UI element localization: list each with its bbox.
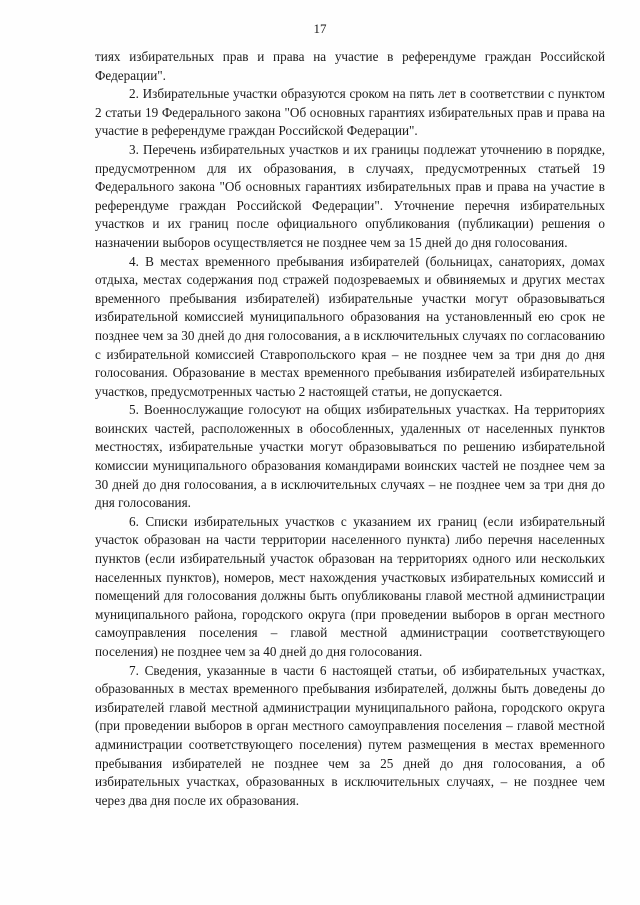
document-body xyxy=(95,48,605,810)
paragraph-5: 5. Военнослужащие голосуют на общих избирательных участках. На территориях воинских частей, расположенных в обособленных, удаленных от населенных пунктов местностях, избирательные участки могут образовываться по решению избирательной комиссии муниципального образования командирами воинских частей не позднее чем за 30 дней до дня голосования, а в исключительных случаях – не позднее чем за три дня до дня голосования. xyxy=(95,402,605,511)
paragraph-continuation: тиях избирательных прав и права на участие в референдуме граждан Российской Федерации". xyxy=(95,49,605,83)
paragraph-2: 2. Избирательные участки образуются сроком на пять лет в соответствии с пунктом 2 статьи 19 Федерального закона "Об основных гарантиях избирательных прав и права на участие в референдуме граждан Российской Федерации". xyxy=(95,86,605,139)
paragraph-6: 6. Списки избирательных участков с указанием их границ (если избирательный участок образован на части территории населенного пункта) либо перечня населенных пунктов (если избирательный участок образован на территориях одного или нескольких населенных пунктов), номеров, мест нахождения участковых избирательных комиссий и помещений для голосования должны быть опубликованы главой местной администрации муниципального района, городского округа (при проведении выборов в орган местного самоуправления поселения – главой местной администрации соответствующего поселения) не позднее чем за 40 дней до дня голосования. xyxy=(95,513,605,659)
paragraph-7: 7. Сведения, указанные в части 6 настоящей статьи, об избирательных участках, образованных в местах временного пребывания избирателей, должны быть доведены до избирателей главой местной администрации муниципального района, городского округа (при проведении выборов в орган местного самоуправления поселения – главой местной администрации соответствующего поселения) путем размещения в местах временного пребывания избирателей не позднее чем за 25 дней до дня голосования, а об избирательных участках, образованных в исключительных случаях, – не позднее чем через два дня после их образования. xyxy=(95,662,605,808)
paragraph-3: 3. Перечень избирательных участков и их границы подлежат уточнению в порядке, предусмотренном для их образования, в случаях, предусмотренных статьей 19 Федерального закона "Об основных гарантиях избирательных прав и права на участие в референдуме граждан Российской Федерации". Уточнение перечня избирательных участков и их границ после официального опубликования (публикации) решения о назначении выборов осуществляется не позднее чем за 15 дней до дня голосования. xyxy=(95,141,605,250)
paragraph-4: 4. В местах временного пребывания избирателей (больницах, санаториях, домах отдыха, местах содержания под стражей подозреваемых и обвиняемых и других местах временного пребывания избирателей) избирательные участки могут образовываться избирательной комиссией муниципального образования на установленный ею срок не позднее чем за 30 дней до дня голосования, а в исключительных случаях по согласованию с избирательной комиссией Ставропольского края – не позднее чем за три дня до дня голосования. Образование в местах временного пребывания избирателей избирательных участков, предусмотренных частью 2 настоящей статьи, не допускается. xyxy=(95,253,605,399)
page-number: 17 xyxy=(313,21,327,36)
